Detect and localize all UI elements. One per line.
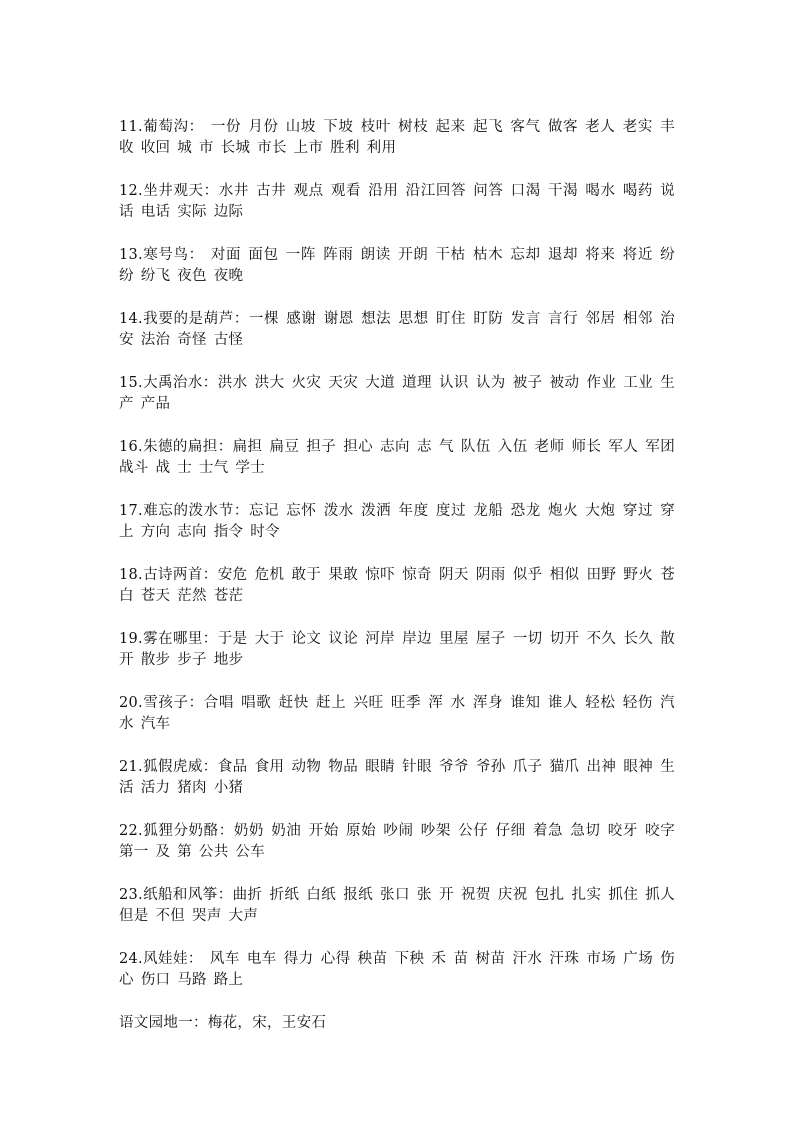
lesson-title: 23.纸船和风筝： xyxy=(119,887,233,903)
lesson-title: 24.风娃娃： xyxy=(119,951,203,967)
lesson-entry xyxy=(119,629,675,671)
lesson-words: 一份 月份 山坡 下坡 枝叶 树枝 起来 起飞 客气 做客 老人 老实 丰收 收回 城 市 长城 市长 上市 胜利 利用 xyxy=(119,119,675,156)
lesson-entry xyxy=(119,181,675,223)
lesson-title: 13.寒号鸟： xyxy=(119,247,204,263)
lesson-title: 12.坐井观天： xyxy=(119,183,219,199)
lesson-entry xyxy=(119,245,675,287)
lesson-entry xyxy=(119,501,675,543)
lesson-entry xyxy=(119,821,675,863)
lesson-words: 食品 食用 动物 物品 眼睛 针眼 爷爷 爷孙 爪子 猫爪 出神 眼神 生活 活力 猪肉 小猪 xyxy=(119,759,675,796)
lesson-words: 奶奶 奶油 开始 原始 吵闹 吵架 公仔 仔细 着急 急切 咬牙 咬字 第一 及 第 公共 公车 xyxy=(119,823,676,860)
lesson-words: 安危 危机 敢于 果敢 惊吓 惊奇 阴天 阴雨 似乎 相似 田野 野火 苍白 苍天 茫然 苍茫 xyxy=(119,567,675,604)
lesson-entry xyxy=(119,373,675,415)
lesson-title: 17.难忘的泼水节： xyxy=(119,503,249,519)
document-body xyxy=(119,117,675,1034)
vocabulary-list xyxy=(119,117,675,991)
footer-line: 语文园地一：梅花，宋，王安石 xyxy=(119,1015,327,1031)
lesson-title: 18.古诗两首： xyxy=(119,567,218,583)
lesson-words: 合唱 唱歌 赶快 赶上 兴旺 旺季 浑 水 浑身 谁知 谁人 轻松 轻伤 汽水 汽车 xyxy=(119,695,675,732)
lesson-entry xyxy=(119,309,675,351)
lesson-words: 于是 大于 论文 议论 河岸 岸边 里屋 屋子 一切 切开 不久 长久 散开 散步 步子 地步 xyxy=(119,631,675,668)
lesson-entry xyxy=(119,885,675,927)
lesson-entry xyxy=(119,437,675,479)
lesson-title: 20.雪孩子： xyxy=(119,695,204,711)
lesson-entry xyxy=(119,117,675,159)
lesson-title: 21.狐假虎威： xyxy=(119,759,218,775)
lesson-words: 曲折 折纸 白纸 报纸 张口 张 开 祝贺 庆祝 包扎 扎实 抓住 抓人 但是 不但 哭声 大声 xyxy=(119,887,676,924)
lesson-title: 16.朱德的扁担： xyxy=(119,439,233,455)
lesson-words: 对面 面包 一阵 阵雨 朗读 开朗 干枯 枯木 忘却 退却 将来 将近 纷纷 纷飞 夜色 夜晚 xyxy=(119,247,675,284)
lesson-words: 水井 古井 观点 观看 沿用 沿江回答 问答 口渴 干渴 喝水 喝药 说话 电话 实际 边际 xyxy=(119,183,676,220)
lesson-entry xyxy=(119,757,675,799)
lesson-entry xyxy=(119,565,675,607)
lesson-words: 扁担 扁豆 担子 担心 志向 志 气 队伍 入伍 老师 师长 军人 军团 战斗 战 士 士气 学士 xyxy=(119,439,676,476)
lesson-title: 22.狐狸分奶酪： xyxy=(119,823,234,839)
lesson-title: 14.我要的是葫芦： xyxy=(119,311,249,327)
lesson-title: 15.大禹治水： xyxy=(119,375,218,391)
lesson-title: 11.葡萄沟： xyxy=(119,119,204,135)
lesson-words: 洪水 洪大 火灾 天灾 大道 道理 认识 认为 被子 被动 作业 工业 生产 产品 xyxy=(119,375,675,412)
lesson-words: 风车 电车 得力 心得 秧苗 下秧 禾 苗 树苗 汗水 汗珠 市场 广场 伤心 伤口 马路 路上 xyxy=(119,951,675,988)
lesson-words: 一棵 感谢 谢恩 想法 思想 盯住 盯防 发言 言行 邻居 相邻 治安 法治 奇怪 古怪 xyxy=(119,311,676,348)
lesson-entry xyxy=(119,949,675,991)
lesson-title: 19.雾在哪里： xyxy=(119,631,218,647)
lesson-words: 忘记 忘怀 泼水 泼洒 年度 度过 龙船 恐龙 炮火 大炮 穿过 穿上 方向 志向 指令 时令 xyxy=(119,503,676,540)
lesson-entry xyxy=(119,693,675,735)
